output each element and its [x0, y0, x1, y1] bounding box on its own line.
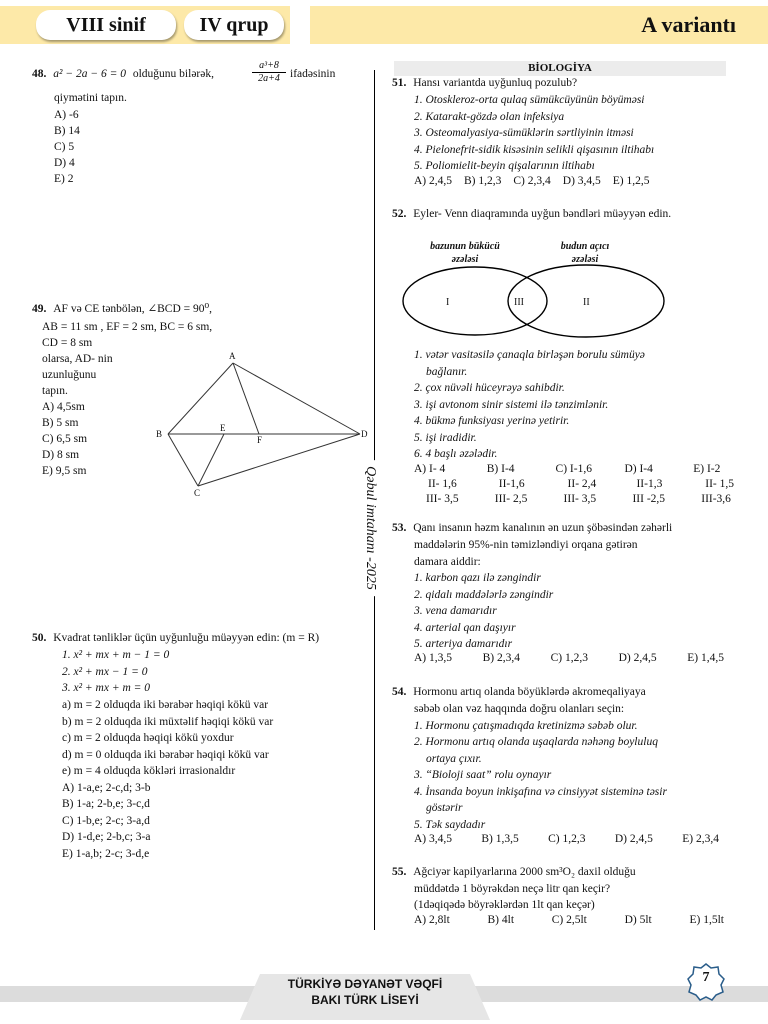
option-e: E) I-2 II- 1,5 III-3,6 — [693, 463, 734, 505]
option-c: C) 1,2,3 — [548, 833, 586, 845]
option-a: A) 2,4,5 — [414, 175, 453, 187]
option-d: D) 2,4,5 — [614, 833, 653, 845]
option-a: A) 1-a,e; 2-c,d; 3-b — [62, 781, 151, 794]
option-e: E) 9,5 sm — [42, 465, 87, 477]
question-55 — [392, 865, 636, 880]
options-48 — [54, 107, 80, 187]
question-54-body: səbəb olan vəz haqqında doğru olanları seçin: 1. Hormonu çatışmadıqda kretinizmə səbəb olur. 2. Hormonu artıq olanda uşaqlarda nəhəng boyluluq ortaya çıxır. 3. “Bioloji saat” rolu oynayır 4. İnsanda boyun inkişafına və cinsiyyət sisteminə təsir göstərir 5. Tək saydadır — [414, 703, 667, 831]
question-text: Ağciyər kapilyarlarına 2000 sm³O₂ daxil olduğu — [413, 866, 636, 878]
question-text: ifadəsinin — [290, 68, 336, 80]
option-e: E) 1,2,5 — [612, 175, 650, 187]
question-number: 51. — [392, 77, 407, 89]
question-text: Hormonu artıq olanda böyüklərdə akromeqaliyaya — [413, 686, 646, 698]
option-d: D) 2,4,5 — [618, 652, 657, 664]
segment-bc — [168, 434, 198, 486]
label-a: A — [229, 351, 236, 361]
question-48 — [32, 67, 214, 82]
footer-subtitle: BAKI TÜRK LİSEYİ — [311, 993, 419, 1007]
venn-diagram — [400, 264, 670, 344]
option-c: C) 2,3,4 — [513, 175, 551, 187]
option-c: C) 1,2,3 — [550, 652, 588, 664]
fraction: a³+8 2a+4 — [252, 60, 286, 85]
option-e: E) 1,5lt — [689, 914, 724, 926]
question-text: Eyler- Venn diaqramında uyğun bəndləri müəyyən edin. — [413, 208, 672, 220]
question-49-body: AB = 11 sm , EF = 2 sm, BC = 6 sm, CD = 8 sm olarsa, AD- nin uzunluğunu tapın. A) 4,5sm B) 5 sm C) 6,5 sm D) 8 sm E) 9,5 sm — [42, 321, 213, 477]
option-a: A) 2,8lt — [414, 914, 450, 926]
option-b: B) 5 sm — [42, 417, 79, 429]
option-c: C) 1-b,e; 2-c; 3-a,d — [62, 814, 150, 827]
question-number: 48. — [32, 68, 47, 80]
label-b: B — [156, 429, 163, 439]
option-e: E) 2,3,4 — [682, 833, 719, 845]
venn-left-title: bazunun bükücü əzələsi — [430, 241, 500, 265]
equations-50: 1. x² + mx + m − 1 = 0 2. x² + mx − 1 = 0 3. x² + mx + m = 0 — [62, 649, 170, 694]
options-52 — [414, 462, 734, 507]
option-b: B) I-4 II-1,6 III- 2,5 — [486, 463, 528, 505]
subject-title: BİOLOGİYA — [394, 61, 726, 76]
side-label: Qəbul imtahanı -2025 — [362, 460, 378, 596]
question-text: Qanı insanın həzm kanalının ən uzun şöbəsindən zəhərli — [413, 522, 673, 534]
question-55-body: müddətdə 1 böyrəkdən neçə litr qan keçir? (1dəqiqədə böyrəklərdən 1lt qan keçər) — [414, 883, 611, 911]
option-b: B) 1-a; 2-b,e; 3-c,d — [62, 798, 150, 810]
question-49 — [32, 302, 212, 317]
option-b: B) 1,2,3 — [464, 175, 502, 187]
question-text: Hansı variantda uyğunluq pozulub? — [413, 77, 578, 89]
geometry-figure — [150, 348, 372, 498]
option-d: D) 1-d,e; 2-b,c; 3-a — [62, 831, 151, 843]
label-c: C — [194, 488, 201, 498]
question-54 — [392, 685, 646, 700]
venn-region-3: III — [514, 297, 524, 308]
question-number: 50. — [32, 632, 47, 644]
option-a: A) 3,4,5 — [414, 833, 453, 845]
segment-ce — [198, 434, 224, 486]
question-52 — [392, 207, 671, 222]
segment-cd — [198, 434, 360, 486]
items-52: 1. vətər vasitəsilə çanaqla birləşən borulu sümüyə bağlanır. 2. çox nüvəli hüceyrəyə sahibdir. 3. işi avtonom sinir sistemi ilə tənzimlənir. 4. bükmə funksiyası yerinə yetirir. 5. işi iradidir. 6. 4 başlı əzələdir. — [414, 349, 645, 460]
option-d: D) I-4 II-1,3 III -2,5 — [624, 463, 666, 505]
options-53 — [414, 652, 724, 664]
label-d: D — [361, 429, 368, 439]
option-b: B) 4lt — [487, 914, 515, 926]
option-c: C) I-1,6 II- 2,4 III- 3,5 — [555, 463, 597, 505]
question-text: qiymətini tapın. — [54, 92, 127, 104]
footer-title: TÜRKİYƏ DƏYANƏT VƏQFİ — [287, 977, 443, 991]
venn-left-circle — [403, 267, 547, 335]
question-51 — [392, 76, 577, 91]
option-d: D) 3,4,5 — [562, 175, 601, 187]
option-a: A) I- 4 II- 1,6 III- 3,5 — [414, 463, 459, 505]
question-number: 55. — [392, 866, 407, 878]
statements-50: a) m = 2 olduqda iki bərabər həqiqi kökü var b) m = 2 olduqda iki müxtəlif həqiqi kökü var c) m = 2 olduqda həqiqi kökü yoxdur d) m = 0 olduqda iki bərabər həqiqi kökü var e) m = 4 olduqda kökləri irrasionaldır A) 1-a,e; 2-c,d; 3-b B) 1-a; 2-b,e; 3-c,d C) 1-b,e; 2-c; 3-a,d D) 1-d,e; 2-b,c; 3-a E) 1-a,b; 2-c; 3-d,e — [62, 697, 273, 862]
option-e: E) 2 — [54, 173, 74, 185]
group-label: IV qrup — [184, 10, 284, 40]
segment-af — [233, 363, 259, 434]
options-55 — [414, 914, 724, 926]
question-53 — [392, 521, 672, 536]
page-number: 7 — [702, 970, 710, 985]
label-f: F — [257, 435, 263, 445]
option-e: E) 1-a,b; 2-c; 3-d,e — [62, 847, 150, 860]
grade-label: VIII sinif — [36, 10, 176, 40]
option-d: D) 4 — [54, 157, 75, 169]
question-50 — [32, 631, 319, 646]
option-a: A) 1,3,5 — [414, 652, 453, 664]
option-a: A) -6 — [54, 109, 79, 121]
option-b: B) 1,3,5 — [481, 833, 519, 845]
question-text: AF və CE tənbölən, ∠BCD = 90⁰, — [53, 303, 212, 315]
option-c: C) 5 — [54, 141, 75, 153]
option-b: B) 2,3,4 — [482, 652, 520, 664]
variant-label: A variantı — [641, 12, 736, 37]
options-51 — [414, 175, 734, 187]
venn-region-2: II — [583, 297, 590, 308]
segment-ad — [233, 363, 360, 434]
equation: a² − 2a − 6 = 0 — [53, 68, 126, 80]
option-a: A) 4,5sm — [42, 401, 85, 413]
label-e: E — [220, 423, 226, 433]
question-53-body: maddələrin 95%-nin təmizləndiyi orqana gətirən damara aiddir: 1. karbon qazı ilə zəngindir 2. qidalı maddələrlə zəngindir 3. vena damarıdır 4. arterial qan daşıyır 5. arteriya damarıdır — [414, 539, 638, 650]
option-c: C) 6,5 sm — [42, 433, 88, 445]
question-number: 53. — [392, 522, 407, 534]
question-text: Kvadrat tənliklər üçün uyğunluğu müəyyən edin: (m = R) — [53, 632, 320, 644]
option-b: B) 14 — [54, 125, 80, 137]
option-c: C) 2,5lt — [551, 914, 587, 926]
question-number: 54. — [392, 686, 407, 698]
option-d: D) 5lt — [624, 914, 652, 926]
venn-right-title: budun açıcı əzələsi — [560, 241, 610, 265]
question-number: 52. — [392, 208, 407, 220]
items-51: 1. Otoskleroz-orta qulaq sümükcüyünün böyüməsi 2. Katarakt-gözdə olan infeksiya 3. Osteomalyasiya-sümüklərin sərtliyinin itməsi 4. Pielonefrit-sidik kisəsinin selikli qişasının iltihabı 5. Poliomielit-beyin qişalarının iltihabı — [414, 94, 655, 172]
question-number: 49. — [32, 303, 47, 315]
option-e: E) 1,4,5 — [687, 652, 724, 664]
question-text: olduğunu bilərək, — [132, 68, 214, 80]
option-d: D) 8 sm — [42, 449, 80, 461]
options-54 — [414, 833, 719, 845]
venn-region-1: I — [446, 297, 450, 308]
